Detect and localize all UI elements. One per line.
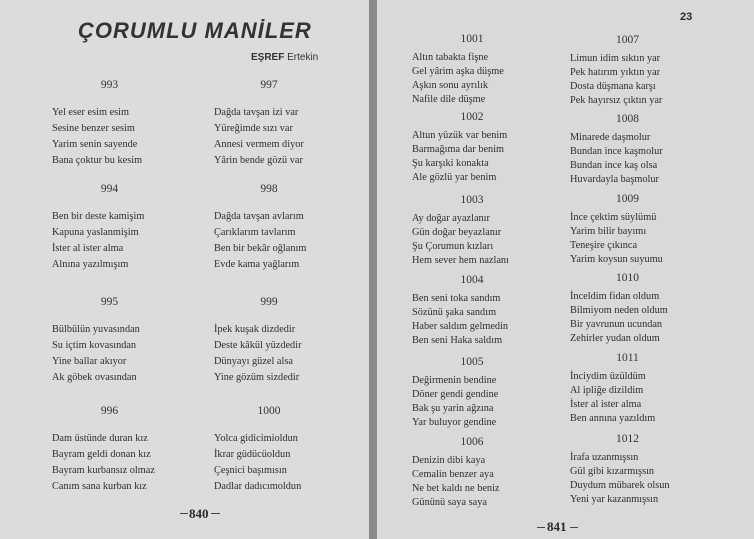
verse-line: Bülbülün yuvasından — [52, 324, 140, 335]
page-title: ÇORUMLU MANİLER — [78, 18, 312, 43]
verse-number: 997 — [260, 79, 278, 91]
verse-line: Çeşnici başımısın — [214, 465, 287, 476]
page-number-dash-left — [180, 513, 188, 514]
verse-line: Dadlar dadıcımoldun — [214, 481, 302, 492]
verse-line: İrafa uzanmışsın — [570, 452, 639, 463]
verse-number: 1001 — [460, 33, 484, 45]
verse-line: Bayram kurbansız olmaz — [52, 465, 155, 476]
mani-verse — [214, 405, 324, 495]
mani-verse — [52, 183, 167, 273]
verse-number: 995 — [100, 296, 119, 308]
verse-line: Sesine benzer sesim — [52, 123, 135, 134]
mani-verse — [52, 79, 167, 169]
verse-line: Pek hayırsız çıktın yar — [570, 95, 663, 106]
right-page-number: 841 — [547, 519, 567, 534]
mani-verse — [570, 34, 685, 108]
mani-verse — [570, 433, 685, 507]
verse-line: Gün doğar beyazlanır — [412, 227, 502, 238]
verse-line: Pek hatırım yıktın yar — [570, 67, 661, 78]
verse-number: 1007 — [616, 34, 639, 46]
verse-line: Şu Çorumun kızları — [412, 241, 494, 252]
author-first-name: EŞREF — [251, 52, 285, 63]
verse-line: Gününü saya saya — [412, 497, 487, 508]
verse-line: İnceldim fidan oldum — [570, 291, 660, 302]
verse-number: 1011 — [616, 352, 639, 364]
verse-line: Limun idim sıktın yar — [570, 53, 661, 64]
verse-line: Huvardayla başmolur — [570, 174, 659, 185]
verse-line: Altun yüzük var benim — [412, 130, 508, 141]
verse-line: Sözünü şaka sandım — [412, 307, 497, 318]
verse-line: Teneşire çıkınca — [570, 240, 638, 251]
verse-line: Bayram geldi donan kız — [52, 449, 151, 460]
verse-number: 1008 — [616, 113, 639, 125]
verse-line: Ben seni toka sandım — [412, 293, 501, 304]
verse-line: Yolca gidicimioldun — [214, 433, 298, 444]
verse-line: Şu karşıki konakta — [412, 158, 489, 169]
verse-line: Ben seni Haka saldım — [412, 335, 503, 346]
page-number-dash-right — [211, 513, 220, 514]
mani-verse — [214, 183, 324, 273]
verse-line: Ay doğar ayazlanır — [412, 213, 490, 224]
verse-number: 1009 — [616, 193, 639, 205]
verse-line: Ne bet kaldı ne beniz — [412, 483, 500, 494]
verse-line: Zehirler yudan oldum — [570, 333, 660, 344]
verse-number: 993 — [100, 79, 119, 91]
verse-line: Dosta düşmana karşı — [570, 81, 656, 92]
verse-number: 1000 — [257, 405, 281, 417]
verse-number: 1002 — [460, 111, 484, 123]
verse-line: İnciydim üzüldüm — [570, 371, 646, 382]
verse-line: Annesi vermem diyor — [214, 139, 304, 150]
verse-line: Döner gendi gendine — [412, 389, 499, 400]
page-number-dash-right — [570, 527, 578, 528]
verse-line: Dünyayı güzel alsa — [214, 356, 293, 367]
verse-line: Yarim senin sayende — [52, 139, 138, 150]
verse-number: 1006 — [460, 436, 484, 448]
mani-verse — [412, 194, 532, 268]
verse-line: İkrar güdücüoldun — [214, 449, 291, 460]
verse-line: İpek kuşak dizdedir — [214, 324, 296, 335]
verse-line: Çarıklarım tavlarım — [214, 227, 296, 238]
right-page — [377, 0, 754, 539]
verse-line: Barmağıma dar benim — [412, 144, 505, 155]
page-number-dash-left — [537, 527, 545, 528]
verse-line: Yine ballar akıyor — [52, 356, 127, 367]
verse-number: 994 — [100, 183, 119, 195]
mani-verse — [52, 405, 167, 495]
verse-line: Ale gözlü yar benim — [412, 172, 497, 183]
verse-line: Ak göbek ovasından — [52, 372, 137, 383]
author-last-name: Ertekin — [287, 52, 319, 63]
mani-verse — [570, 113, 685, 187]
verse-line: Haber saldım gelmedin — [412, 321, 509, 332]
verse-line: Evde kama yağlarım — [214, 259, 300, 270]
verse-number: 999 — [260, 296, 278, 308]
verse-line: Deste kâkül yüzdedir — [214, 340, 302, 351]
left-page — [0, 0, 372, 539]
mani-verse — [570, 352, 685, 426]
verse-line: Yarim bilir bayımı — [570, 226, 647, 237]
verse-line: Kapuna yaslanmişim — [52, 227, 139, 238]
verse-line: İster al ister alma — [570, 399, 642, 410]
verse-line: Gel yârim aşka düşme — [412, 66, 504, 77]
verse-line: Bak şu yarin ağzına — [412, 403, 494, 414]
mani-verse — [570, 193, 685, 267]
verse-number: 1010 — [616, 272, 639, 284]
verse-line: Dağda tavşan avlarım — [214, 211, 304, 222]
verse-line: Dam üstünde duran kız — [52, 433, 148, 444]
mani-verse — [412, 436, 532, 510]
verse-line: Yarim koysun suyumu — [570, 254, 663, 265]
verse-line: İnce çektim süylümü — [570, 212, 657, 223]
corner-page-number: 23 — [680, 11, 693, 23]
verse-line: Ben bir bekâr oğlanım — [214, 243, 307, 254]
verse-number: 1012 — [616, 433, 639, 445]
left-page-number: 840 — [189, 506, 209, 521]
verse-line: Yel eser esim esim — [52, 107, 130, 118]
verse-line: Ben annına yazıldım — [570, 413, 656, 424]
verse-line: Yar buluyor gendine — [412, 417, 497, 428]
mani-verse — [412, 33, 532, 107]
mani-verse — [412, 356, 532, 430]
verse-line: Dağda tavşan izi var — [214, 107, 299, 118]
verse-number: 998 — [260, 183, 278, 195]
verse-line: Yüreğimde sızı var — [214, 123, 293, 134]
verse-line: Bana çoktur bu kesim — [52, 155, 143, 166]
verse-line: Değirmenin bendine — [412, 375, 497, 386]
verse-line: Al ipliğe dizildim — [570, 385, 644, 396]
verse-line: Su içtim kovasından — [52, 340, 137, 351]
verse-line: Yârin bende gözü var — [214, 155, 303, 166]
verse-line: İster al ister alma — [52, 243, 124, 254]
mani-verse — [570, 272, 685, 346]
verse-number: 1003 — [460, 194, 484, 206]
verse-line: Nafile dile düşme — [412, 94, 486, 105]
verse-number: 996 — [100, 405, 119, 417]
mani-verse — [52, 296, 167, 386]
verse-number: 1004 — [460, 274, 484, 286]
verse-line: Canım sana kurban kız — [52, 481, 147, 492]
verse-line: Bir yavrunun ucundan — [570, 319, 663, 330]
verse-number: 1005 — [460, 356, 484, 368]
verse-line: Bundan ince kaş olsa — [570, 160, 658, 171]
mani-verse — [214, 79, 324, 169]
verse-line: Yine gözüm sizdedir — [214, 372, 300, 383]
verse-line: Bundan ince kaşmolur — [570, 146, 663, 157]
mani-verse — [412, 111, 532, 185]
verse-line: Aşkın sonu ayrılık — [412, 80, 489, 91]
verse-line: Altın tabakta fişne — [412, 52, 489, 63]
verse-line: Bilmiyom neden oldum — [570, 305, 668, 316]
verse-line: Denizin dibi kaya — [412, 455, 486, 466]
mani-verse — [412, 274, 532, 348]
verse-line: Duydum mübarek olsun — [570, 480, 670, 491]
author-name — [251, 52, 318, 63]
verse-line: Cemalin benzer aya — [412, 469, 494, 480]
verse-line: Yeni yar kazanmışsın — [570, 494, 659, 505]
verse-line: Alnına yazılmışım — [52, 259, 129, 270]
verse-line: Minarede daşmolur — [570, 132, 651, 143]
mani-verse — [214, 296, 324, 386]
verse-line: Ben bir deste kamişim — [52, 211, 145, 222]
verse-line: Hem sever hem nazlanı — [412, 255, 509, 266]
verse-line: Gül gibi kızarmışsın — [570, 466, 655, 477]
